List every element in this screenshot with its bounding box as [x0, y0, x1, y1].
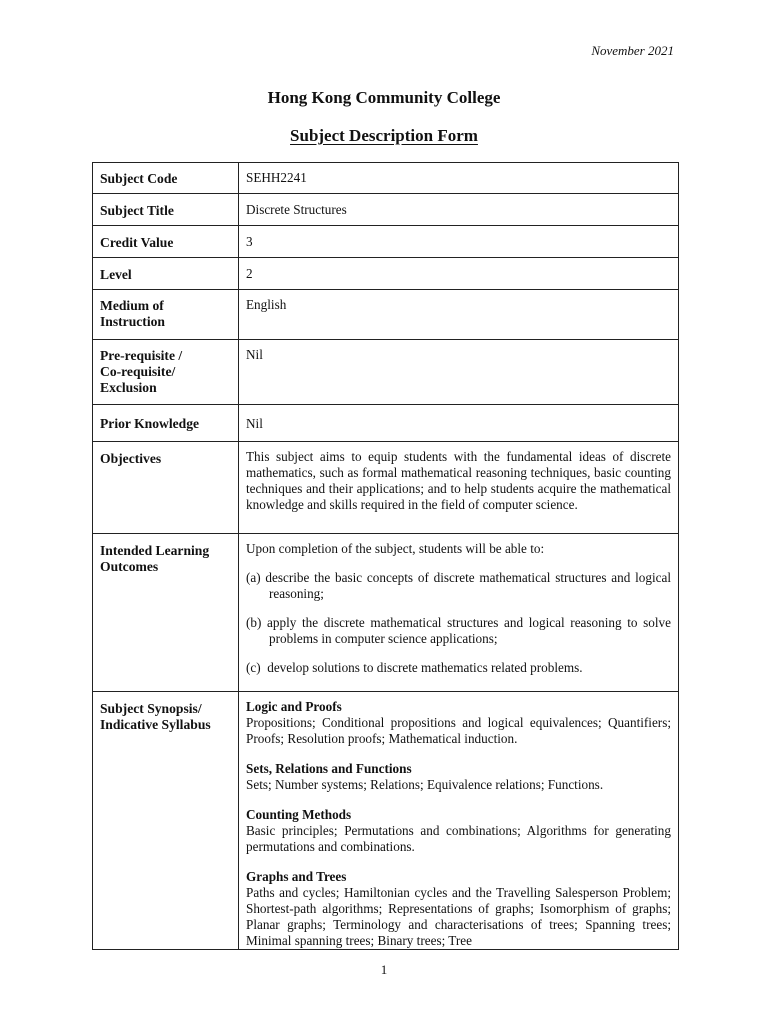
row-intended-learning-outcomes	[93, 534, 679, 692]
syllabus-section	[246, 869, 671, 949]
prereq-value: Nil	[239, 340, 679, 405]
row-credit-value	[93, 226, 679, 258]
row-subject-synopsis	[93, 692, 679, 950]
credit-value-label: Credit Value	[93, 226, 239, 258]
syllabus-section	[246, 761, 671, 793]
row-prior-knowledge	[93, 405, 679, 442]
syllabus-section	[246, 807, 671, 855]
ilo-item-c: (c) develop solutions to discrete mathematics related problems.	[246, 660, 583, 675]
form-title-text: Subject Description Form	[290, 126, 478, 145]
document-date: November 2021	[591, 43, 674, 58]
syllabus-heading: Counting Methods	[246, 807, 352, 822]
subject-code-label: Subject Code	[93, 163, 239, 194]
syllabus-text: Basic principles; Permutations and combinations; Algorithms for generating permutations and combinations.	[246, 823, 671, 854]
ilo-label-line1: Intended Learning	[100, 543, 210, 558]
subject-title-value: Discrete Structures	[239, 194, 679, 226]
syllabus-heading: Sets, Relations and Functions	[246, 761, 412, 776]
college-name: Hong Kong Community College	[267, 88, 501, 107]
page-number: 1	[380, 962, 388, 977]
ilo-item-a: (a) describe the basic concepts of discrete mathematical structures and logical reasoning;	[246, 570, 671, 601]
syllabus-text: Sets; Number systems; Relations; Equivalence relations; Functions.	[246, 777, 604, 792]
prereq-label-line3: Exclusion	[100, 380, 157, 395]
ilo-label-line2: Outcomes	[100, 559, 159, 574]
prior-knowledge-label: Prior Knowledge	[93, 405, 239, 442]
prereq-label-line1: Pre-requisite /	[100, 348, 183, 363]
subject-title-label: Subject Title	[93, 194, 239, 226]
syllabus-text: Propositions; Conditional propositions and logical equivalences; Quantifiers; Proofs; Resolution proofs; Mathematical induction.	[246, 715, 671, 746]
medium-label-line2: Instruction	[100, 314, 165, 329]
medium-value: English	[239, 290, 679, 340]
medium-label	[93, 290, 239, 340]
syllabus-heading: Logic and Proofs	[246, 699, 342, 714]
objectives-value: This subject aims to equip students with the fundamental ideas of discrete mathematics, such as formal mathematical reasoning techniques, basic counting techniques and their applications; and to help students acquire the mathematical knowledge and skills required in the field of computer science.	[239, 442, 679, 534]
row-subject-title	[93, 194, 679, 226]
row-subject-code	[93, 163, 679, 194]
form-title	[0, 126, 768, 146]
credit-value-value: 3	[239, 226, 679, 258]
syllabus-section	[246, 699, 671, 747]
subject-description-table	[92, 162, 679, 950]
synopsis-label-line1: Subject Synopsis/	[100, 701, 202, 716]
level-label: Level	[93, 258, 239, 290]
prereq-label-line2: Co-requisite/	[100, 364, 176, 379]
synopsis-label	[93, 692, 239, 950]
synopsis-value	[239, 692, 679, 950]
ilo-value	[239, 534, 679, 692]
row-objectives	[93, 442, 679, 534]
row-level	[93, 258, 679, 290]
ilo-item-b: (b) apply the discrete mathematical structures and logical reasoning to solve problems in computer science applications;	[246, 615, 671, 646]
prior-knowledge-value: Nil	[239, 405, 679, 442]
ilo-intro: Upon completion of the subject, students will be able to:	[246, 541, 545, 556]
medium-label-line1: Medium of	[100, 298, 164, 313]
level-value: 2	[239, 258, 679, 290]
row-prerequisite	[93, 340, 679, 405]
ilo-label	[93, 534, 239, 692]
prereq-label	[93, 340, 239, 405]
syllabus-text: Paths and cycles; Hamiltonian cycles and the Travelling Salesperson Problem; Shortest-path algorithms; Representations of graphs; Isomorphism of graphs; Planar graphs; Terminology and characterisations of trees; Spanning trees; Minimal spanning trees; Binary trees; Tree	[246, 885, 671, 948]
objectives-label: Objectives	[93, 442, 239, 534]
subject-code-value: SEHH2241	[239, 163, 679, 194]
synopsis-label-line2: Indicative Syllabus	[100, 717, 211, 732]
row-medium-of-instruction	[93, 290, 679, 340]
syllabus-heading: Graphs and Trees	[246, 869, 347, 884]
